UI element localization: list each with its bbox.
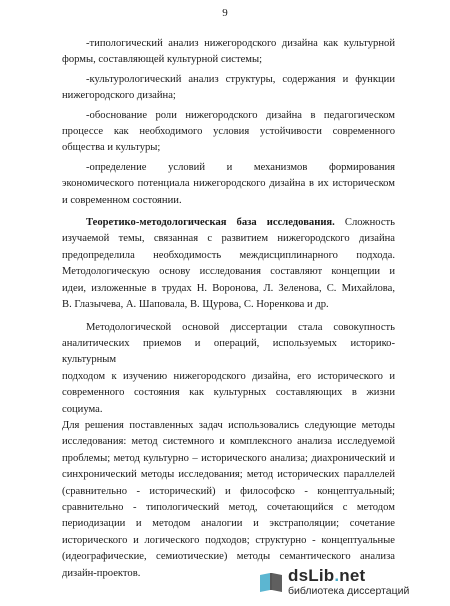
text-line: -культурологический анализ структуры, содержания и функции [86,73,395,85]
section-heading: Теоретико-методологическая база исследования. [86,217,335,229]
methodology-paragraph [62,215,395,313]
task-item-pedagogical [62,108,395,157]
text-line: периодизации и методом аналогии и экстраполяции; сочетание [62,518,395,530]
text-line: исследования: метод системного и комплексного анализа исследуемой [62,436,395,448]
task-item-economic [62,160,395,209]
text-line: процессе как необходимого условия устойчивости современного [62,126,395,138]
logo-main: dsLib [288,566,335,585]
text-line: идеи, изложенные в трудах Н. Воронова, Л. Зеленова, С. Михайлова, [62,282,395,294]
text-line: экономического потенциала нижегородского дизайна в их историческом [62,178,395,190]
logo-tld: net [339,566,366,585]
logo-dot: . [334,566,340,585]
text-line: изучаемой темы, связанная с развитием нижегородского дизайна [62,233,395,245]
task-item-culturological [62,72,395,105]
methodology-first-line [62,215,395,231]
document-body [62,36,395,582]
text-line: общества и культуры; [62,142,161,154]
task-item-typological [62,36,395,69]
watermark-logo [288,566,365,586]
text-line: и современном состоянии. [62,194,182,206]
text-line: предопределила необходимость междисциплинарного подхода. [62,249,395,261]
text-line: (идеографические, семиотические) методы семантического анализа [62,551,395,563]
text-line: В. Глазычева, А. Шаповала, В. Щурова, С. Норенкова и др. [62,299,329,311]
text-line: (сравнительно - исторический) и философско - концептуальный; [62,485,395,497]
text-line: формы, составляющей культурной системы; [62,54,263,66]
text-line: подходом к изучению нижегородского дизайна, его исторического и [62,370,395,382]
text-line: Для решения поставленных задач использовались следующие методы [62,419,395,431]
text-line: проблемы; метод культурно – исторического анализа; диахронический и [62,452,395,464]
page-number: 9 [222,7,228,19]
watermark-caption: библиотека диссертаций [288,585,410,597]
text-line: нижегородского дизайна; [62,90,176,102]
text-line: Методологической основой диссертации стала совокупность [86,321,395,333]
text-line: дизайн-проектов. [62,567,141,579]
text-line: Методологическую основу исследования составляют концепции и [62,266,395,278]
dslib-watermark [258,566,440,600]
basis-paragraph [62,320,395,583]
text-line: -обоснование роли нижегородского дизайна в педагогическом [86,109,395,121]
text-line: сравнительно - типологический метод, сочетающийся с методом [62,501,395,513]
text-line: современного состояния как культурных составляющих в жизни социума. [62,387,395,415]
text-line: аналитических приемов и операций, используемых историко-культурным [62,337,395,366]
book-icon [258,570,284,594]
text-line: синхронический методы исследования; метод исторических параллелей [62,469,395,481]
text-fragment: Сложность [334,217,395,229]
text-line: исторического и логического подходов; структурно - концептуальные [62,534,395,546]
text-line: -типологический анализ нижегородского дизайна как культурной [86,38,395,49]
text-line: -определение условий и механизмов формирования [86,161,395,173]
